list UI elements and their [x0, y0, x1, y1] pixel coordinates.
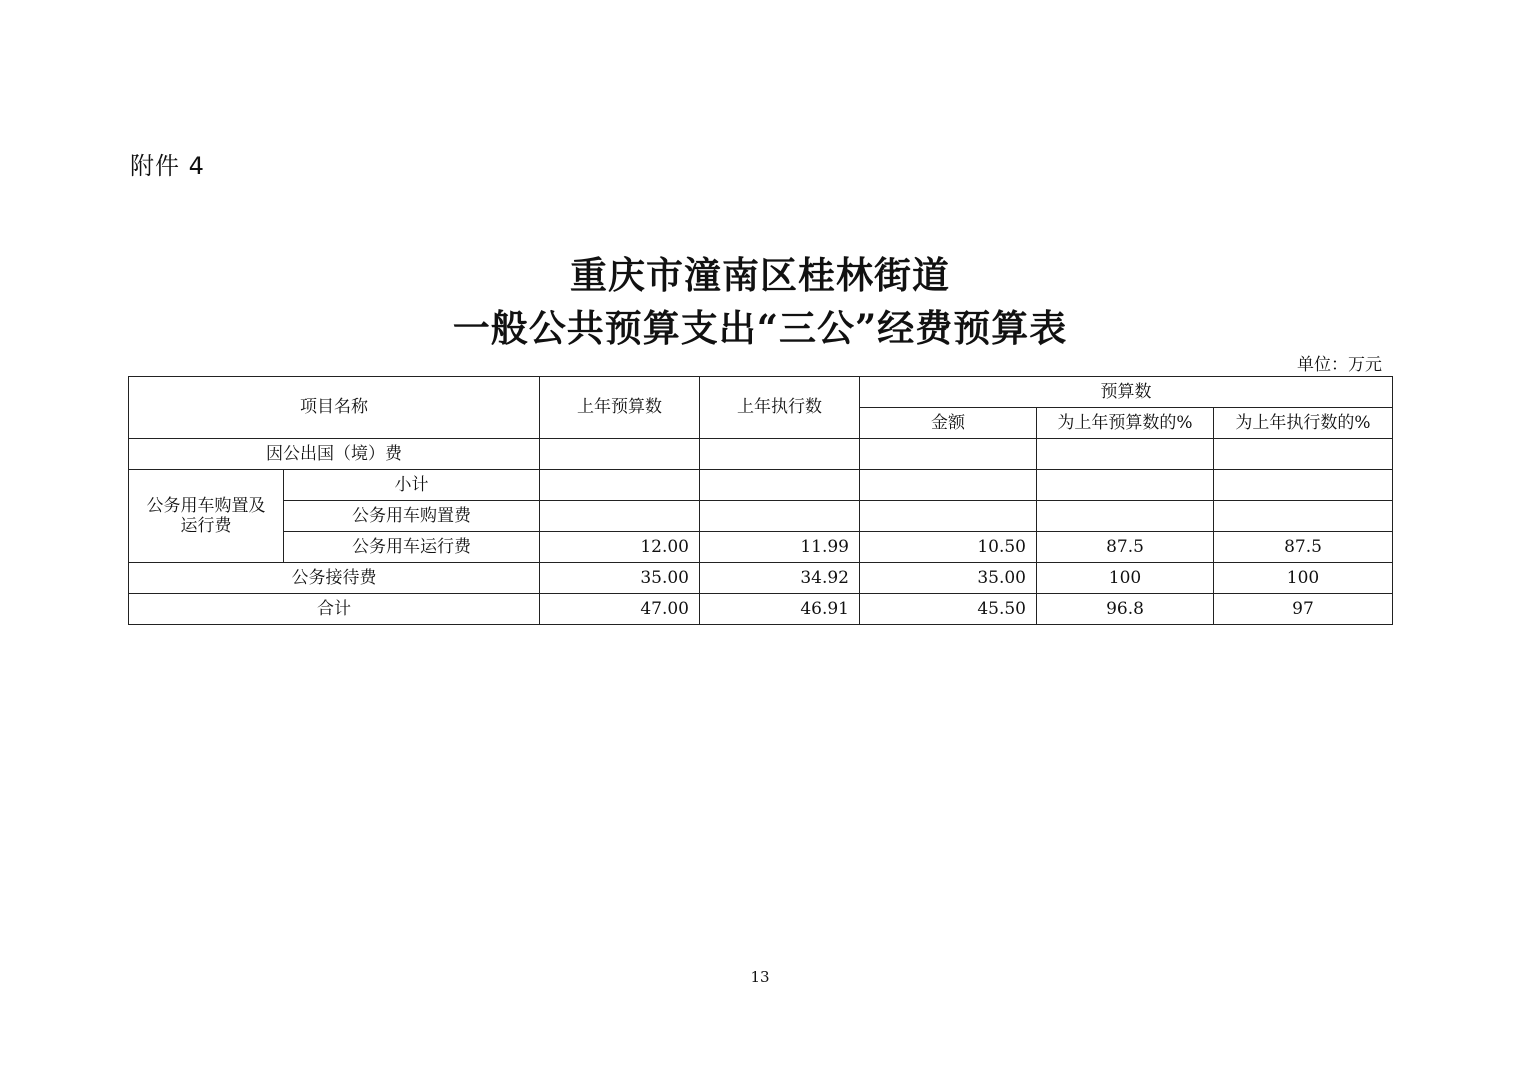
table-row-total [129, 594, 1393, 625]
cell-prev-budget: 12.00 [540, 532, 700, 563]
header-item-name: 项目名称 [129, 377, 540, 439]
header-pct-prev-budget: 为上年预算数的% [1037, 408, 1214, 439]
cell-pct-executed: 100 [1214, 563, 1393, 594]
header-pct-prev-executed: 为上年执行数的% [1214, 408, 1393, 439]
header-budget: 预算数 [860, 377, 1393, 408]
cell-pct-budget [1037, 439, 1214, 470]
cell-prev-executed: 11.99 [700, 532, 860, 563]
cell-amount: 10.50 [860, 532, 1037, 563]
header-prev-budget: 上年预算数 [540, 377, 700, 439]
table-row-reception [129, 563, 1393, 594]
cell-pct-executed: 87.5 [1214, 532, 1393, 563]
row-label: 公务接待费 [129, 563, 540, 594]
table-row-vehicle-purchase [129, 501, 1393, 532]
unit-label: 单位：万元 [1297, 355, 1382, 375]
cell-prev-budget [540, 470, 700, 501]
cell-amount: 35.00 [860, 563, 1037, 594]
table-row-abroad [129, 439, 1393, 470]
row-label: 公务用车购置费 [284, 501, 540, 532]
attachment-label: 附件 4 [130, 152, 205, 180]
cell-amount [860, 470, 1037, 501]
table-row-vehicle-subtotal [129, 470, 1393, 501]
document-title-line1: 重庆市潼南区桂林街道 [570, 253, 950, 297]
vehicle-group-label: 公务用车购置及运行费 [129, 470, 284, 563]
header-amount: 金额 [860, 408, 1037, 439]
row-label: 小计 [284, 470, 540, 501]
budget-table [128, 376, 1393, 625]
cell-amount [860, 501, 1037, 532]
cell-pct-budget [1037, 501, 1214, 532]
page-number: 13 [750, 968, 770, 986]
cell-pct-budget: 96.8 [1037, 594, 1214, 625]
cell-pct-executed [1214, 470, 1393, 501]
row-label: 合计 [129, 594, 540, 625]
cell-prev-executed: 46.91 [700, 594, 860, 625]
cell-pct-executed: 97 [1214, 594, 1393, 625]
cell-pct-budget [1037, 470, 1214, 501]
cell-pct-budget: 87.5 [1037, 532, 1214, 563]
cell-prev-budget [540, 439, 700, 470]
header-row-1 [129, 377, 1393, 408]
cell-prev-executed [700, 470, 860, 501]
row-label: 公务用车运行费 [284, 532, 540, 563]
cell-prev-executed: 34.92 [700, 563, 860, 594]
cell-prev-budget: 35.00 [540, 563, 700, 594]
cell-pct-executed [1214, 501, 1393, 532]
cell-prev-executed [700, 501, 860, 532]
cell-pct-budget: 100 [1037, 563, 1214, 594]
cell-amount [860, 439, 1037, 470]
cell-pct-executed [1214, 439, 1393, 470]
document-title-line2: 一般公共预算支出“三公”经费预算表 [452, 306, 1068, 350]
table-row-vehicle-operation [129, 532, 1393, 563]
cell-prev-executed [700, 439, 860, 470]
cell-prev-budget [540, 501, 700, 532]
cell-prev-budget: 47.00 [540, 594, 700, 625]
cell-amount: 45.50 [860, 594, 1037, 625]
header-prev-executed: 上年执行数 [700, 377, 860, 439]
row-label: 因公出国（境）费 [129, 439, 540, 470]
